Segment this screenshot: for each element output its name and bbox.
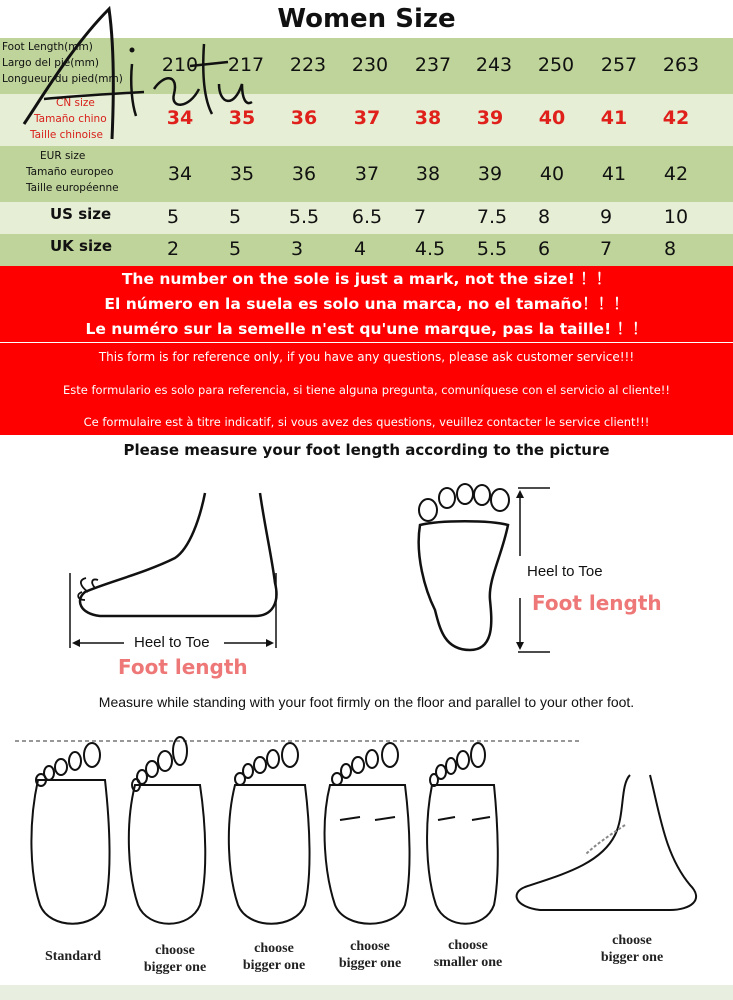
sole-notice-banner [0,266,733,342]
foot-length-label-sole: Foot length [532,591,662,615]
cn-size-cell: 37 [353,107,381,129]
eur-size-label-en: EUR size [40,150,86,162]
sole-notice-en: The number on the sole is just a mark, not the size! ！！ [121,270,612,288]
cn-size-cell: 42 [662,107,690,129]
eur-size-cell: 42 [663,163,689,185]
eur-size-cell: 35 [229,163,255,185]
cn-size-label-fr: Taille chinoise [30,129,103,141]
cn-size-label-en: CN size [56,97,95,109]
reference-notice-en: This form is for reference only, if you have any questions, please ask customer service!!! [98,350,635,364]
uk-size-cell: 5 [228,238,242,260]
uk-size-label: UK size [50,237,112,255]
us-size-label: US size [50,205,112,223]
foot-length-label-fr: Longueur du pied(mm) [2,73,123,85]
foot-length-cell: 263 [662,54,700,76]
foot-length-label-en: Foot Length(mm) [2,41,93,53]
foot-length-cell: 250 [537,54,575,76]
bottom-strip [0,985,733,1000]
cn-size-label-es: Tamaño chino [34,113,107,125]
foot-length-cell: 243 [475,54,513,76]
foot-length-cell: 230 [351,54,389,76]
us-size-cell: 7 [413,206,427,228]
uk-size-cell: 5.5 [476,238,508,260]
reference-notice-banner [0,343,733,435]
uk-size-cell: 6 [537,238,551,260]
caption-narrow: choose smaller one [433,938,503,970]
uk-size-row [0,234,733,266]
us-size-cell: 5 [228,206,242,228]
foot-length-label-side: Foot length [118,655,248,679]
standing-note: Measure while standing with your foot firmly on the floor and parallel to your other foot. [98,694,635,710]
heel-to-toe-label-sole: Heel to Toe [527,563,603,580]
us-size-cell: 9 [599,206,613,228]
cn-size-cell: 35 [228,107,256,129]
foot-standard [31,743,109,924]
foot-length-cell: 217 [227,54,265,76]
measure-heading: Please measure your foot length according to the picture [123,441,610,459]
us-size-cell: 6.5 [351,206,383,228]
caption-standard: Standard [44,949,102,964]
uk-size-cell: 2 [166,238,180,260]
cn-size-cell: 34 [166,107,194,129]
us-size-cell: 7.5 [476,206,508,228]
cn-size-cell: 38 [414,107,442,129]
uk-size-cell: 4.5 [414,238,446,260]
eur-size-cell: 36 [291,163,317,185]
eur-size-cell: 41 [601,163,627,185]
page-title: Women Size [277,4,456,34]
foot-length-cell: 210 [161,54,199,76]
foot-broad [325,743,410,924]
sole-notice-fr: Le numéro sur la semelle n'est qu'une marque, pas la taille! ！！ [85,320,648,338]
eur-size-cell: 38 [415,163,441,185]
us-size-cell: 5 [166,206,180,228]
side-foot-illustration [60,488,310,648]
foot-greek [129,737,205,924]
reference-notice-fr: Ce formulaire est à titre indicatif, si vous avez des questions, veuillez contacter le service client!!! [83,415,650,429]
eur-size-cell: 40 [539,163,565,185]
us-size-cell: 10 [663,206,689,228]
cn-size-cell: 40 [538,107,566,129]
foot-length-cell: 237 [414,54,452,76]
us-size-cell: 8 [537,206,551,228]
brand-logo [14,4,254,154]
foot-narrow [427,743,498,924]
us-size-row [0,202,733,234]
eur-size-row [0,146,733,202]
sole-notice-es: El número en la suela es solo una marca, no el tamaño！！！ [104,295,629,313]
foot-length-cell: 257 [600,54,638,76]
caption-broad: choose bigger one [338,939,402,971]
cn-size-cell: 41 [600,107,628,129]
us-size-cell: 5.5 [288,206,320,228]
foot-wide [229,743,310,924]
heel-to-toe-label-side: Heel to Toe [134,634,210,651]
eur-size-label-fr: Taille européenne [26,182,119,194]
foot-length-cell: 223 [289,54,327,76]
foot-length-label-es: Largo del pie(mm) [2,57,99,69]
eur-size-label-es: Tamaño europeo [26,166,114,178]
uk-size-cell: 4 [353,238,367,260]
eur-size-cell: 39 [477,163,503,185]
caption-wide: choose bigger one [242,941,306,973]
caption-greek: choose bigger one [143,943,207,975]
foot-types-illustration [0,725,733,940]
eur-size-cell: 34 [167,163,193,185]
cn-size-cell: 36 [290,107,318,129]
reference-notice-es: Este formulario es solo para referencia, si tiene alguna pregunta, comuníquese con el servicio al cliente!! [62,383,671,397]
caption-high-instep: choose bigger one [600,933,664,965]
eur-size-cell: 37 [354,163,380,185]
foot-high-instep [517,775,697,910]
cn-size-cell: 39 [476,107,504,129]
uk-size-cell: 8 [663,238,677,260]
uk-size-cell: 7 [599,238,613,260]
uk-size-cell: 3 [290,238,304,260]
